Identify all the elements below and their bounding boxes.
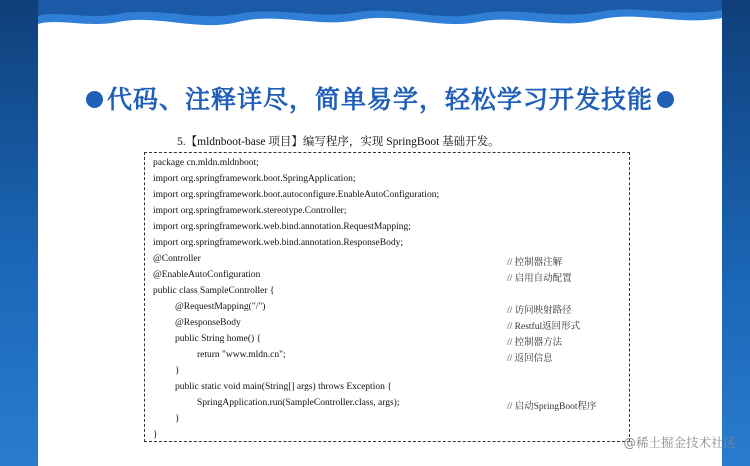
- background-left-panel: [0, 0, 38, 466]
- code-comment: // 启动SpringBoot程序: [507, 402, 597, 412]
- code-line: import org.springframework.web.bind.annotation.RequestMapping;: [153, 222, 411, 232]
- bullet-dot-icon: [657, 91, 674, 108]
- code-line: import org.springframework.stereotype.Controller;: [153, 206, 347, 216]
- code-line: import org.springframework.web.bind.annotation.ResponseBody;: [153, 238, 403, 248]
- bullet-dot-icon: [86, 91, 103, 108]
- code-line: import org.springframework.boot.autoconfigure.EnableAutoConfiguration;: [153, 190, 440, 200]
- code-line: }: [153, 430, 158, 440]
- code-comment: // 启用自动配置: [507, 274, 572, 284]
- code-comment: // 访问映射路径: [507, 306, 572, 316]
- code-line: }: [175, 366, 180, 376]
- code-line: public class SampleController {: [153, 286, 275, 296]
- code-line: import org.springframework.boot.SpringApplication;: [153, 174, 356, 184]
- code-comment: // 控制器注解: [507, 258, 563, 268]
- headline-text: 代码、注释详尽，简单易学，轻松学习开发技能: [106, 85, 653, 114]
- watermark: @稀土掘金技术社区: [623, 435, 736, 450]
- background-right-panel: [722, 0, 750, 466]
- code-line: }: [175, 414, 180, 424]
- code-comment: // Restful返回形式: [507, 322, 581, 332]
- content-sheet: [38, 0, 722, 466]
- code-line: @EnableAutoConfiguration: [153, 270, 261, 280]
- task-description: 5.【mldnboot-base 项目】编写程序，实现 SpringBoot 基础开发。: [177, 136, 500, 148]
- code-comment: // 返回信息: [507, 354, 553, 364]
- code-line: @RequestMapping("/"): [175, 302, 266, 312]
- code-line: SpringApplication.run(SampleController.class, args);: [197, 398, 400, 408]
- code-line: public static void main(String[] args) throws Exception {: [175, 382, 392, 392]
- top-wave-decoration: [38, 0, 722, 40]
- code-comment: // 控制器方法: [507, 338, 563, 348]
- code-line: package cn.mldn.mldnboot;: [153, 158, 259, 168]
- code-line: @ResponseBody: [175, 318, 241, 328]
- code-line: public String home() {: [175, 334, 262, 344]
- code-line: return "www.mldn.cn";: [197, 350, 286, 360]
- code-line: @Controller: [153, 254, 201, 264]
- code-listing-box: [144, 152, 630, 442]
- headline: [38, 80, 722, 116]
